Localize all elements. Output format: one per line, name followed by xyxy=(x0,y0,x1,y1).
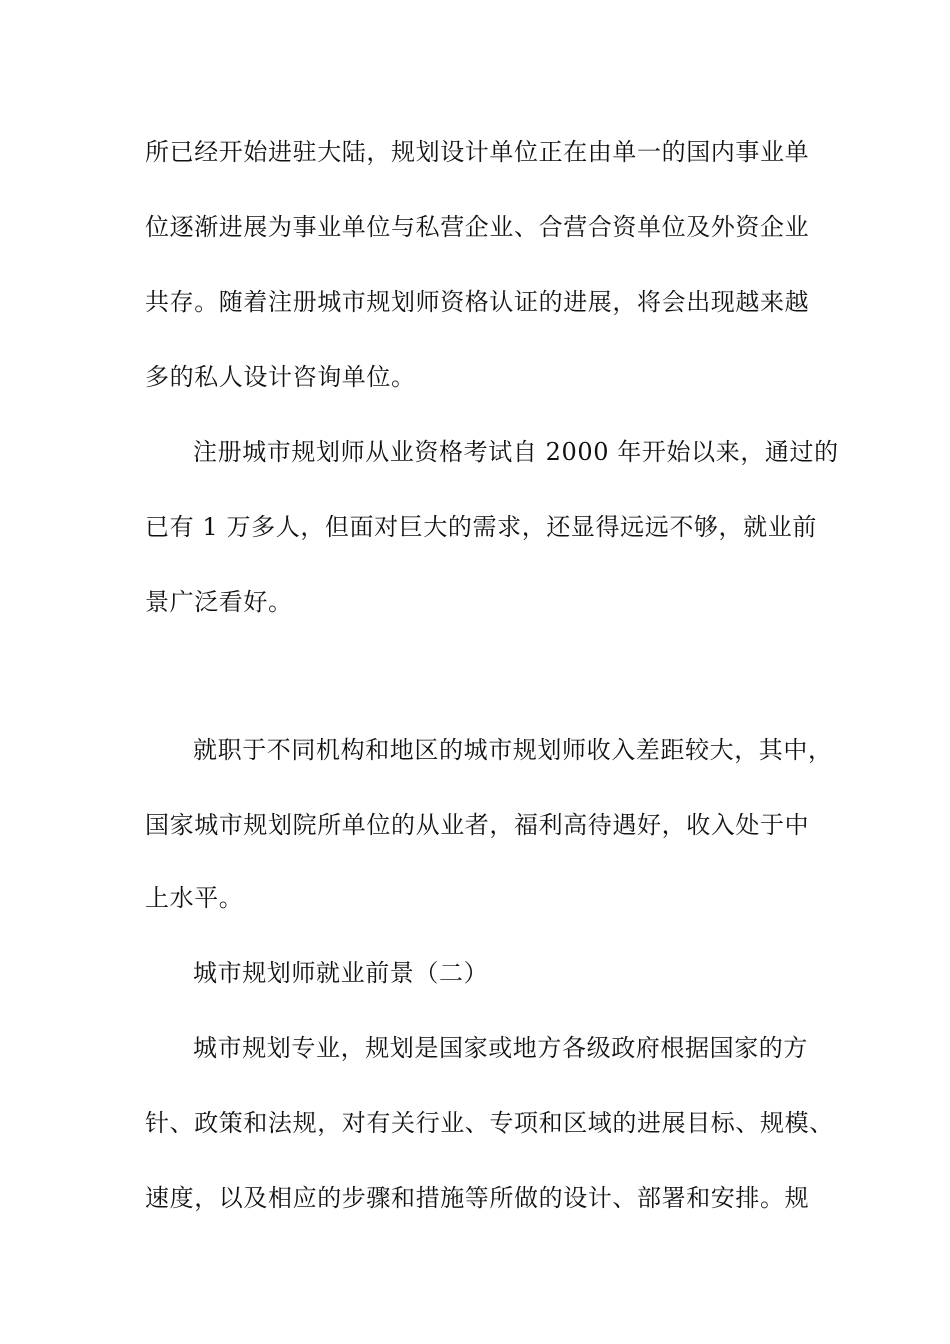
text-line: 景广泛看好。 xyxy=(145,588,293,616)
text-line: 速度，以及相应的步骤和措施等所做的设计、部署和安排。规 xyxy=(145,1184,810,1212)
section-heading: 城市规划师就业前景（二） xyxy=(193,959,489,987)
text-line: 共存。随着注册城市规划师资格认证的进展，将会出现越来越 xyxy=(145,288,810,316)
text-line: 上水平。 xyxy=(145,884,244,912)
text-line: 多的私人设计咨询单位。 xyxy=(145,363,416,391)
paragraph-first-line: 城市规划专业，规划是国家或地方各级政府根据国家的方 xyxy=(193,1034,808,1062)
text-line: 针、政策和法规，对有关行业、专项和区域的进展目标、规模、 xyxy=(145,1109,834,1137)
text-line: 国家城市规划院所单位的从业者，福利高待遇好，收入处于中 xyxy=(145,811,810,839)
paragraph-first-line: 注册城市规划师从业资格考试自 2000 年开始以来，通过的 xyxy=(193,438,839,466)
paragraph-first-line: 就职于不同机构和地区的城市规划师收入差距较大，其中， xyxy=(193,736,833,764)
text-line: 所已经开始进驻大陆，规划设计单位正在由单一的国内事业单 xyxy=(145,138,810,166)
text-line: 已有 1 万多人，但面对巨大的需求，还显得远远不够，就业前 xyxy=(145,513,817,541)
text-line: 位逐渐进展为事业单位与私营企业、合营合资单位及外资企业 xyxy=(145,213,810,241)
